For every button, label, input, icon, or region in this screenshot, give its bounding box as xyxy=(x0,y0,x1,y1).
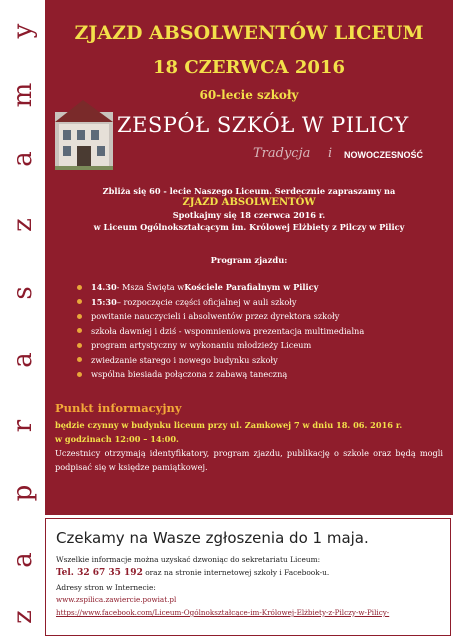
side-letter: y xyxy=(8,23,38,39)
bullet-icon xyxy=(77,343,82,348)
anniversary-subtitle: 60-lecie szkoły xyxy=(199,88,299,102)
list-item: program artystyczny w wykonaniu młodzieży Liceum xyxy=(77,338,437,353)
bullet-icon xyxy=(77,357,82,362)
phone-line: Tel. 32 67 35 192 oraz na stronie internetowej szkoły i Facebook-u. xyxy=(56,568,330,578)
registration-heading: Czekamy na Wasze zgłoszenia do 1 maja. xyxy=(56,529,369,547)
list-item: powitanie nauczycieli i absolwentów przez dyrektora szkoły xyxy=(77,309,437,324)
bullet-icon xyxy=(77,328,82,333)
side-letter: z xyxy=(8,218,38,232)
side-letter: p xyxy=(8,484,38,502)
list-item: szkoła dawniej i dziś - wspomnieniowa prezentacja multimedialna xyxy=(77,324,437,339)
intro-line: Spotkajmy się 18 czerwca 2016 r. xyxy=(172,210,326,220)
program-title: Program zjazdu: xyxy=(210,255,288,265)
side-vertical-word xyxy=(0,0,45,640)
side-letter: a xyxy=(8,151,38,167)
school-website-link[interactable]: www.zspilica.zawiercie.powiat.pl xyxy=(56,595,177,604)
info-description: Uczestnicy otrzymają identyfikatory, program zjazdu, publikację o szkole oraz będą mogli podpisać się w księdze pamiątkowej. xyxy=(55,448,443,472)
list-item: 15:30 – rozpoczęcie części oficjalnej w auli szkoły xyxy=(77,295,437,310)
motto-modernity: NOWOCZESNOŚĆ xyxy=(344,150,424,160)
intro-text xyxy=(45,185,453,233)
side-letter: s xyxy=(8,286,38,300)
main-title: ZJAZD ABSOLWENTÓW LICEUM xyxy=(74,22,424,44)
intro-highlight: ZJAZD ABSOLWENTÓW xyxy=(182,197,316,208)
school-name: ZESPÓŁ SZKÓŁ W PILICY xyxy=(117,113,409,137)
list-item: zwiedzanie starego i nowego budynku szkoły xyxy=(77,353,437,368)
list-item: 14.30 - Msza Święta w Kościele Parafialnym w Pilicy xyxy=(77,280,437,295)
program-list xyxy=(77,280,437,382)
info-hours: w godzinach 12:00 – 14:00. xyxy=(55,434,179,444)
info-location: będzie czynny w budynku liceum przy ul. Zamkowej 7 w dniu 18. 06. 2016 r. xyxy=(55,420,403,430)
facebook-link[interactable]: https://www.facebook.com/Liceum-Ogólnokształcące-im-Królowej-Elżbiety-z-Pilczy-w-Pilicy- xyxy=(56,608,390,617)
list-item: wspólna biesiada połączona z zabawą taneczną xyxy=(77,367,437,382)
info-point-title: Punkt informacyjny xyxy=(55,401,182,415)
motto-tradition: Tradycja xyxy=(253,146,311,161)
contact-info-line: Wszelkie informacje można uzyskać dzwoniąc do sekretariatu Liceum: xyxy=(56,555,321,564)
invitation-panel xyxy=(45,0,453,515)
bullet-icon xyxy=(77,285,82,290)
contact-box xyxy=(45,518,451,636)
intro-line: Zbliża się 60 - lecie Naszego Liceum. Serdecznie zapraszamy na xyxy=(102,186,396,196)
side-letter: a xyxy=(8,352,38,368)
side-letter: m xyxy=(8,82,38,108)
websites-label: Adresy stron w Internecie: xyxy=(56,583,156,592)
side-letter: r xyxy=(8,419,38,433)
side-letter: z xyxy=(8,610,38,624)
event-date: 18 CZERWCA 2016 xyxy=(153,57,345,78)
school-building-logo xyxy=(53,92,115,172)
bullet-icon xyxy=(77,372,82,377)
bullet-icon xyxy=(77,314,82,319)
motto-and: i xyxy=(328,146,333,161)
side-letter: a xyxy=(8,552,38,568)
phone-number: Tel. 32 67 35 192 xyxy=(56,568,143,578)
bullet-icon xyxy=(77,299,82,304)
intro-line: w Liceum Ogólnokształcącym im. Królowej Elżbiety z Pilczy w Pilicy xyxy=(93,222,405,232)
